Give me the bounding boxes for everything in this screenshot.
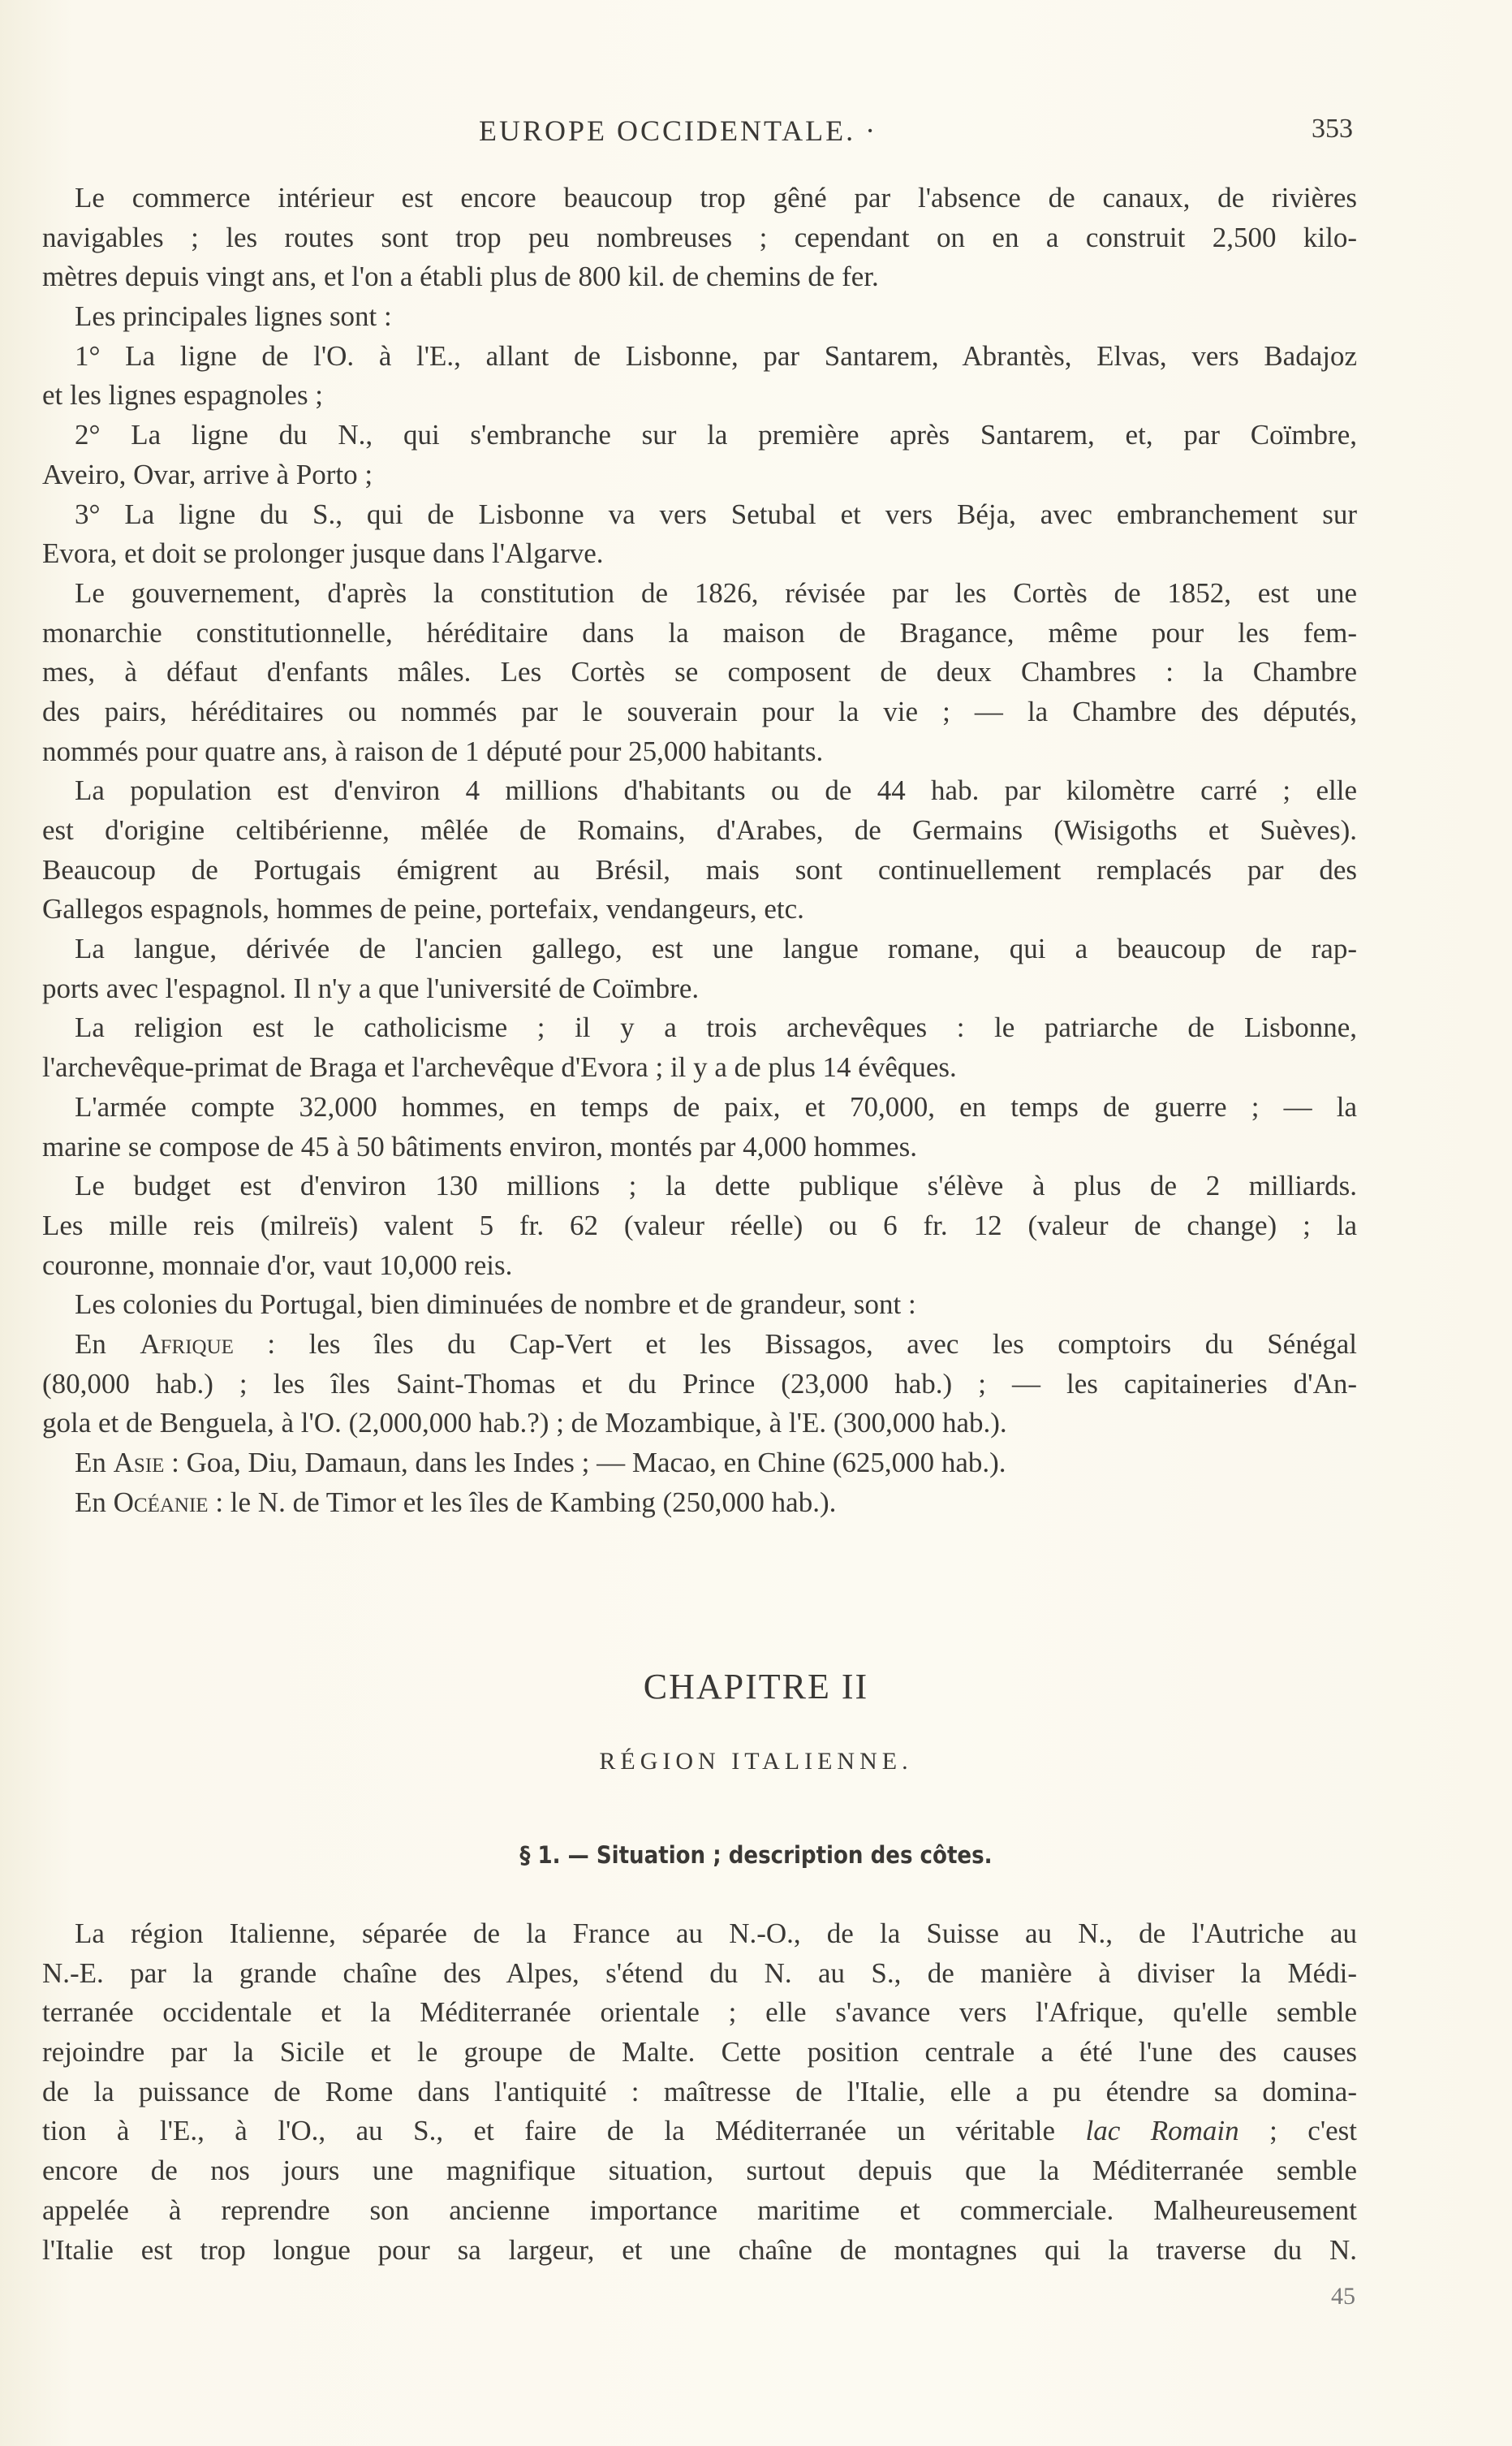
text-segment: Les principales lignes sont :: [75, 300, 392, 333]
text-line: [42, 1404, 1357, 1443]
text-segment: En: [75, 1327, 140, 1360]
running-header: [0, 114, 1512, 149]
text-line: [42, 218, 1357, 258]
text-line: [42, 1914, 1357, 1954]
section-heading: § 1. — Situation ; description des côtes.: [519, 1841, 993, 1869]
text-line: [42, 811, 1357, 851]
text-segment: Le gouvernement, d'après la constitution de 1826, révisée par les Cortès de 1852, est une: [75, 576, 1357, 609]
text-segment: tion à l'E., à l'O., au S., et faire de la Méditerranée un véritable: [42, 2115, 1086, 2147]
text-segment: navigables ; les routes sont trop peu nombreuses ; cependant on en a construit 2,500 kilo-: [42, 221, 1357, 253]
italic-term: lac Romain: [1085, 2115, 1239, 2147]
text-line: [42, 890, 1357, 930]
text-segment: 2° La ligne du N., qui s'embranche sur la première après Santarem, et, par Coïmbre,: [75, 419, 1357, 451]
text-segment: La population est d'environ 4 millions d'habitants ou de 44 hab. par kilomètre carré ; elle: [75, 774, 1357, 807]
text-segment: Evora, et doit se prolonger jusque dans l'Algarve.: [42, 537, 604, 570]
text-line: [42, 732, 1357, 772]
text-segment: l'Italie est trop longue pour sa largeur, et une chaîne de montagnes qui la traverse du N.: [42, 2233, 1357, 2266]
text-line: [42, 1993, 1357, 2033]
text-line: [42, 1954, 1357, 1994]
text-segment: nommés pour quatre ans, à raison de 1 député pour 25,000 habitants.: [42, 735, 824, 767]
text-line: [42, 179, 1357, 218]
text-line: [42, 930, 1357, 969]
text-line: [42, 1008, 1357, 1048]
text-segment: mètres depuis vingt ans, et l'on a établi plus de 800 kil. de chemins de fer.: [42, 261, 879, 293]
text-line: [42, 1443, 1357, 1483]
text-segment: Aveiro, Ovar, arrive à Porto ;: [42, 458, 373, 490]
text-segment: 1° La ligne de l'O. à l'E., allant de Lisbonne, par Santarem, Abrantès, Elvas, vers Badajoz: [75, 339, 1357, 372]
text-segment: La langue, dérivée de l'ancien gallego, est une langue romane, qui a beaucoup de rap-: [75, 933, 1357, 965]
text-segment: est d'origine celtibérienne, mêlée de Romains, d'Arabes, de Germains (Wisigoths et Suèves).: [42, 814, 1357, 846]
text-line: [42, 2231, 1357, 2271]
text-line: [42, 1483, 1357, 1523]
text-line: [42, 337, 1357, 377]
text-segment: couronne, monnaie d'or, vaut 10,000 reis.: [42, 1249, 513, 1281]
text-line: [42, 257, 1357, 297]
text-line: [42, 692, 1357, 732]
text-line: [42, 653, 1357, 692]
page-number: 353: [1312, 114, 1353, 144]
text-segment: Gallegos espagnols, hommes de peine, portefaix, vendangeurs, etc.: [42, 893, 804, 925]
text-segment: monarchie constitutionnelle, héréditaire dans la maison de Bragance, même pour les fem-: [42, 616, 1357, 649]
text-line: [42, 455, 1357, 495]
text-segment: Le commerce intérieur est encore beaucoup trop gêné par l'absence de canaux, de rivières: [75, 182, 1357, 214]
signature-mark: 45: [1331, 2283, 1355, 2310]
text-line: [42, 1246, 1357, 1286]
text-segment: En: [75, 1447, 114, 1478]
text-line: [42, 1048, 1357, 1088]
text-segment: L'armée compte 32,000 hommes, en temps de paix, et 70,000, en temps de guerre ; — la: [75, 1090, 1357, 1123]
text-segment: encore de nos jours une magnifique situation, surtout depuis que la Méditerranée semble: [42, 2155, 1357, 2187]
text-segment: : le N. de Timor et les îles de Kambing (250,000 hab.).: [208, 1486, 837, 1518]
text-segment: N.-E. par la grande chaîne des Alpes, s'étend du N. au S., de manière à diviser la Médi-: [42, 1956, 1357, 1989]
text-segment: Le budget est d'environ 130 millions ; la dette publique s'élève à plus de 2 milliards.: [75, 1170, 1357, 1202]
italy-text-block: [42, 1914, 1357, 2270]
text-line: [42, 495, 1357, 535]
text-segment: La région Italienne, séparée de la France au N.-O., de la Suisse au N., de l'Autriche au: [75, 1918, 1357, 1949]
text-line: [42, 2112, 1357, 2151]
text-line: [42, 376, 1357, 416]
small-caps-term: Afrique: [140, 1327, 234, 1360]
text-segment: (80,000 hab.) ; les îles Saint-Thomas et du Prince (23,000 hab.) ; — les capitaineries d'An-: [42, 1367, 1357, 1400]
chapter-subtitle: RÉGION ITALIENNE.: [599, 1748, 913, 1775]
text-line: [42, 1128, 1357, 1167]
text-line: [42, 1325, 1357, 1365]
text-segment: Beaucoup de Portugais émigrent au Brésil, mais sont continuellement remplacés par des: [42, 853, 1357, 886]
text-line: [42, 851, 1357, 891]
text-line: [42, 1285, 1357, 1325]
text-line: [42, 297, 1357, 337]
text-segment: l'archevêque-primat de Braga et l'archevêque d'Evora ; il y a de plus 14 évêques.: [42, 1051, 957, 1084]
text-line: [42, 771, 1357, 811]
text-line: [42, 1206, 1357, 1246]
text-segment: mes, à défaut d'enfants mâles. Les Cortès se composent de deux Chambres : la Chambre: [42, 656, 1357, 688]
chapter-title: CHAPITRE II: [643, 1667, 869, 1706]
text-segment: 3° La ligne du S., qui de Lisbonne va vers Setubal et vers Béja, avec embranchement sur: [75, 498, 1357, 530]
portugal-text-block: [42, 179, 1357, 1522]
text-line: [42, 2151, 1357, 2191]
text-segment: : les îles du Cap-Vert et les Bissagos, avec les comptoirs du Sénégal: [233, 1327, 1357, 1360]
text-segment: et les lignes espagnoles ;: [42, 379, 324, 412]
text-line: [42, 2073, 1357, 2112]
text-line: [42, 1365, 1357, 1404]
text-line: [42, 2033, 1357, 2073]
text-segment: ports avec l'espagnol. Il n'y a que l'université de Coïmbre.: [42, 972, 700, 1004]
text-line: [42, 416, 1357, 455]
small-caps-term: Asie: [113, 1447, 165, 1478]
text-segment: appelée à reprendre son ancienne importance maritime et commerciale. Malheureusement: [42, 2194, 1357, 2226]
text-line: [42, 1088, 1357, 1128]
text-line: [42, 614, 1357, 654]
text-segment: ; c'est: [1238, 2115, 1358, 2147]
text-segment: de la puissance de Rome dans l'antiquité : maîtresse de l'Italie, elle a pu étendre sa domina-: [42, 2075, 1357, 2107]
small-caps-term: Océanie: [113, 1486, 209, 1518]
text-segment: La religion est le catholicisme ; il y a trois archevêques : le patriarche de Lisbonne,: [75, 1012, 1357, 1044]
text-segment: des pairs, héréditaires ou nommés par le souverain pour la vie ; — la Chambre des députés,: [42, 695, 1357, 727]
text-segment: Les mille reis (milreïs) valent 5 fr. 62 (valeur réelle) ou 6 fr. 12 (valeur de change) ; la: [42, 1209, 1357, 1241]
text-line: [42, 2191, 1357, 2231]
text-line: [42, 574, 1357, 614]
text-segment: En: [75, 1486, 114, 1518]
text-line: [42, 969, 1357, 1009]
text-segment: marine se compose de 45 à 50 bâtiments environ, montés par 4,000 hommes.: [42, 1130, 917, 1163]
running-title: EUROPE OCCIDENTALE. ·: [479, 114, 878, 147]
text-line: [42, 1167, 1357, 1206]
text-segment: Les colonies du Portugal, bien diminuées de nombre et de grandeur, sont :: [75, 1288, 916, 1321]
text-segment: terranée occidentale et la Méditerranée orientale ; elle s'avance vers l'Afrique, qu'elle semble: [42, 1996, 1357, 2029]
text-line: [42, 534, 1357, 574]
text-segment: rejoindre par la Sicile et le groupe de Malte. Cette position centrale a été l'une des causes: [42, 2036, 1357, 2069]
text-segment: gola et de Benguela, à l'O. (2,000,000 hab.?) ; de Mozambique, à l'E. (300,000 hab.).: [42, 1407, 1007, 1439]
text-segment: : Goa, Diu, Damaun, dans les Indes ; — Macao, en Chine (625,000 hab.).: [164, 1447, 1006, 1478]
